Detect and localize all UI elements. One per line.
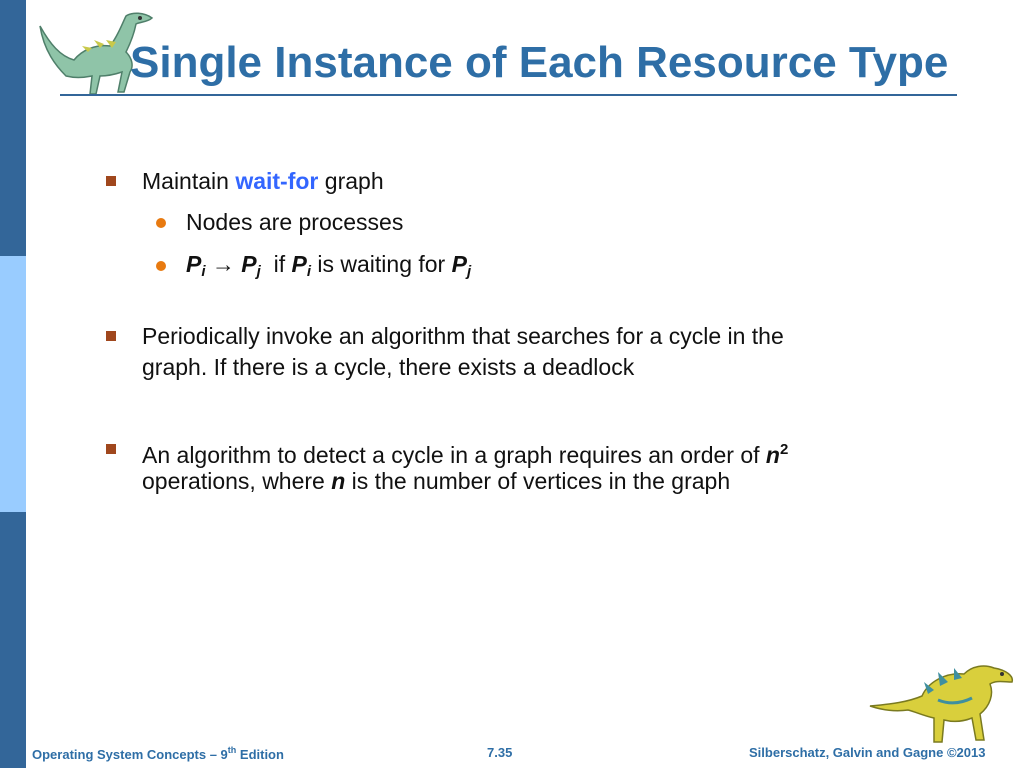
bullet-order-line2 [142,466,730,497]
bullet-text: graph [318,168,384,194]
subbullet-edge-definition [186,249,471,287]
bullet-text: operations, where [142,468,332,494]
subscript: i [306,263,311,280]
process-symbol: P [186,251,202,277]
square-bullet-icon [106,444,116,454]
footer-text: Edition [236,747,284,762]
sidebar-band-bottom [0,512,26,768]
exponent: 2 [779,441,789,458]
subbullet-nodes: Nodes are processes [186,209,404,235]
dot-bullet-icon [156,218,166,228]
bullet-periodic-line1: Periodically invoke an algorithm that searches for a cycle in the [142,323,784,349]
dinosaur-bottom-icon [868,660,1018,748]
sidebar-band-middle [0,256,26,512]
bullet-periodic-line2: graph. If there is a cycle, there exists a deadlock [142,354,635,380]
bullet-text: Maintain [142,168,236,194]
subscript: j [256,263,261,280]
wait-for-highlight: wait-for [235,168,319,194]
subscript: i [201,263,206,280]
arrow-symbol: → [211,251,235,277]
process-symbol: P [451,251,467,277]
bullet-text: An algorithm to detect a cycle in a graph requires an order of [142,442,766,468]
square-bullet-icon [106,176,116,186]
footer-page-number: 7.35 [487,745,513,760]
footer-copyright: Silberschatz, Galvin and Gagne ©2013 [749,745,986,760]
dot-bullet-icon [156,261,166,271]
bullet-maintain-wait-for [142,166,384,197]
process-symbol: P [291,251,307,277]
title-underline [60,94,957,96]
footer-superscript: th [227,745,237,755]
square-bullet-icon [106,331,116,341]
if-word: if [273,251,286,277]
n-symbol: n [765,442,780,468]
footer-text: Operating System Concepts – 9 [32,747,228,762]
slide-title: Single Instance of Each Resource Type [130,38,949,87]
bullet-text: is waiting for [317,251,446,277]
process-symbol: P [241,251,257,277]
left-sidebar [0,0,26,768]
sidebar-band-top [0,0,26,256]
footer-book-title [32,745,284,762]
bullet-text: is the number of vertices in the graph [345,468,731,494]
subscript: j [466,263,472,280]
n-symbol: n [331,468,346,494]
